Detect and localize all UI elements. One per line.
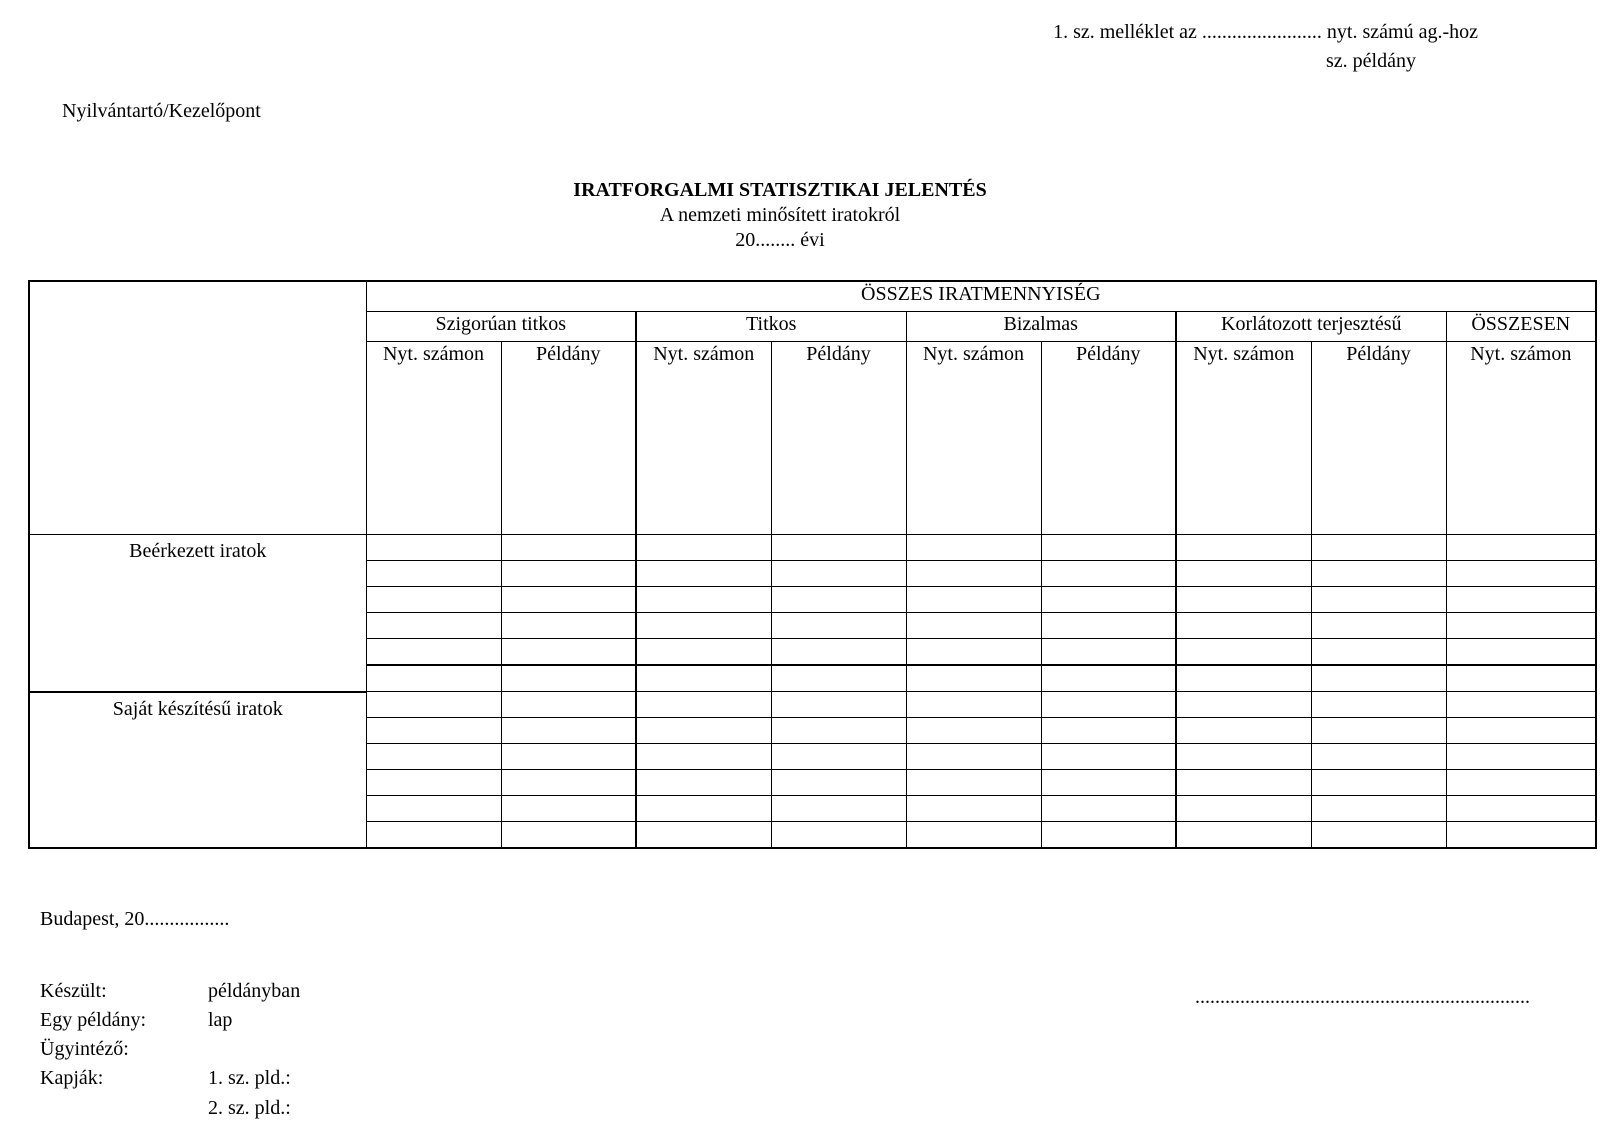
title-block bbox=[0, 178, 1560, 253]
table-cell[interactable] bbox=[501, 535, 636, 561]
table-cell[interactable] bbox=[636, 561, 771, 587]
footer-value: példányban bbox=[208, 980, 301, 1002]
table-cell[interactable] bbox=[771, 796, 906, 822]
table-cell[interactable] bbox=[1446, 587, 1596, 613]
category-header: ÖSSZESEN bbox=[1446, 312, 1596, 342]
footer-value: 2. sz. pld.: bbox=[208, 1097, 291, 1119]
table-cell[interactable] bbox=[1176, 587, 1311, 613]
table-cell[interactable] bbox=[1446, 561, 1596, 587]
table-cell[interactable] bbox=[906, 587, 1041, 613]
table-cell[interactable] bbox=[1311, 613, 1446, 639]
table-cell[interactable] bbox=[1041, 587, 1176, 613]
footer-label: Kapják: bbox=[40, 1067, 104, 1089]
table-cell[interactable] bbox=[366, 665, 501, 692]
table-cell[interactable] bbox=[1176, 613, 1311, 639]
table-cell[interactable] bbox=[1176, 561, 1311, 587]
table-cell[interactable] bbox=[906, 665, 1041, 692]
sub-header: Példány bbox=[1311, 342, 1446, 535]
table-cell[interactable] bbox=[501, 692, 636, 718]
table-cell[interactable] bbox=[501, 770, 636, 796]
table-cell[interactable] bbox=[906, 561, 1041, 587]
table-cell[interactable] bbox=[1176, 718, 1311, 744]
table-cell[interactable] bbox=[906, 796, 1041, 822]
table-cell[interactable] bbox=[366, 796, 501, 822]
footer-value: lap bbox=[208, 1009, 233, 1031]
table-cell[interactable] bbox=[1446, 535, 1596, 561]
table-cell[interactable] bbox=[1041, 796, 1176, 822]
signature-line: ................................................................... bbox=[1195, 986, 1530, 1008]
table-cell[interactable] bbox=[366, 587, 501, 613]
report-subtitle: A nemzeti minősített iratokról bbox=[659, 204, 901, 226]
row-group-label: Saját készítésű iratok bbox=[29, 692, 366, 849]
table-cell[interactable] bbox=[1446, 744, 1596, 770]
table-cell[interactable] bbox=[1041, 718, 1176, 744]
table-cell[interactable] bbox=[1176, 639, 1311, 666]
table-cell[interactable] bbox=[1311, 770, 1446, 796]
table-cell[interactable] bbox=[906, 718, 1041, 744]
sub-header: Nyt. számon bbox=[906, 342, 1041, 535]
sub-header: Példány bbox=[771, 342, 906, 535]
table-cell[interactable] bbox=[1041, 535, 1176, 561]
table-cell[interactable] bbox=[501, 665, 636, 692]
table-cell[interactable] bbox=[1311, 822, 1446, 849]
sub-header: Példány bbox=[501, 342, 636, 535]
statistics-table bbox=[28, 280, 1597, 849]
table-cell[interactable] bbox=[771, 613, 906, 639]
table-cell[interactable] bbox=[906, 613, 1041, 639]
table-cell[interactable] bbox=[771, 639, 906, 666]
table-cell[interactable] bbox=[1041, 561, 1176, 587]
category-header: Szigorúan titkos bbox=[366, 312, 636, 342]
table-cell[interactable] bbox=[636, 796, 771, 822]
table-cell[interactable] bbox=[1311, 744, 1446, 770]
table-cell[interactable] bbox=[771, 744, 906, 770]
table-cell[interactable] bbox=[771, 535, 906, 561]
table-cell[interactable] bbox=[1041, 770, 1176, 796]
table-cell[interactable] bbox=[366, 718, 501, 744]
table-cell[interactable] bbox=[1446, 718, 1596, 744]
table-cell[interactable] bbox=[1311, 718, 1446, 744]
table-cell[interactable] bbox=[1446, 770, 1596, 796]
table-cell[interactable] bbox=[906, 822, 1041, 849]
table-cell[interactable] bbox=[1446, 822, 1596, 849]
table-cell[interactable] bbox=[636, 770, 771, 796]
table-cell[interactable] bbox=[501, 613, 636, 639]
table-cell[interactable] bbox=[636, 587, 771, 613]
table-cell[interactable] bbox=[636, 535, 771, 561]
table-cell[interactable] bbox=[1041, 665, 1176, 692]
document-reference bbox=[1053, 18, 1478, 76]
table-cell[interactable] bbox=[501, 587, 636, 613]
table-cell[interactable] bbox=[906, 692, 1041, 718]
table-cell[interactable] bbox=[501, 561, 636, 587]
sub-header: Nyt. számon bbox=[636, 342, 771, 535]
table-cell[interactable] bbox=[1041, 822, 1176, 849]
sub-header: Példány bbox=[1041, 342, 1176, 535]
table-cell[interactable] bbox=[636, 692, 771, 718]
table-cell[interactable] bbox=[366, 535, 501, 561]
table-cell[interactable] bbox=[1311, 692, 1446, 718]
table-cell[interactable] bbox=[1041, 744, 1176, 770]
table-cell[interactable] bbox=[771, 665, 906, 692]
table-cell[interactable] bbox=[501, 744, 636, 770]
org-label: Nyilvántartó/Kezelőpont bbox=[62, 100, 261, 122]
table-cell[interactable] bbox=[501, 822, 636, 849]
table-cell[interactable] bbox=[906, 770, 1041, 796]
table-cell[interactable] bbox=[1176, 665, 1311, 692]
table-cell[interactable] bbox=[1041, 613, 1176, 639]
table-cell[interactable] bbox=[636, 822, 771, 849]
sub-header: Nyt. számon bbox=[366, 342, 501, 535]
table-cell[interactable] bbox=[906, 535, 1041, 561]
table-cell[interactable] bbox=[1311, 561, 1446, 587]
table-cell[interactable] bbox=[1176, 535, 1311, 561]
table-cell[interactable] bbox=[1311, 639, 1446, 666]
table-cell[interactable] bbox=[1311, 796, 1446, 822]
table-cell[interactable] bbox=[501, 718, 636, 744]
table-cell[interactable] bbox=[1311, 535, 1446, 561]
table-cell[interactable] bbox=[1446, 639, 1596, 666]
category-header: Titkos bbox=[636, 312, 906, 342]
table-cell[interactable] bbox=[636, 613, 771, 639]
table-cell[interactable] bbox=[1446, 665, 1596, 692]
report-title: IRATFORGALMI STATISZTIKAI JELENTÉS bbox=[573, 179, 987, 201]
table-cell[interactable] bbox=[366, 613, 501, 639]
table-cell[interactable] bbox=[501, 639, 636, 666]
table-cell[interactable] bbox=[501, 796, 636, 822]
table-cell[interactable] bbox=[1311, 665, 1446, 692]
table-cell[interactable] bbox=[366, 744, 501, 770]
table-cell[interactable] bbox=[1176, 770, 1311, 796]
row-group-label: Beérkezett iratok bbox=[29, 535, 366, 692]
table-cell[interactable] bbox=[1041, 692, 1176, 718]
report-year: 20........ évi bbox=[735, 229, 825, 251]
table-cell[interactable] bbox=[906, 639, 1041, 666]
category-header: Korlátozott terjesztésű bbox=[1176, 312, 1446, 342]
copy-number-line: sz. példány bbox=[1326, 50, 1416, 72]
footer-label: Egy példány: bbox=[40, 1009, 147, 1031]
table-cell[interactable] bbox=[1041, 639, 1176, 666]
table-cell[interactable] bbox=[366, 770, 501, 796]
table-row bbox=[29, 535, 1596, 561]
table-cell[interactable] bbox=[636, 665, 771, 692]
table-cell[interactable] bbox=[1176, 822, 1311, 849]
sub-header: Nyt. számon bbox=[1176, 342, 1311, 535]
table-cell[interactable] bbox=[366, 561, 501, 587]
table-cell[interactable] bbox=[1176, 692, 1311, 718]
table-cell[interactable] bbox=[636, 639, 771, 666]
table-cell[interactable] bbox=[1446, 796, 1596, 822]
table-cell[interactable] bbox=[906, 744, 1041, 770]
table-cell[interactable] bbox=[1446, 692, 1596, 718]
footer-value: 1. sz. pld.: bbox=[208, 1067, 291, 1089]
table-cell[interactable] bbox=[1176, 796, 1311, 822]
table-row bbox=[29, 692, 1596, 718]
category-header: Bizalmas bbox=[906, 312, 1176, 342]
group-header: ÖSSZES IRATMENNYISÉG bbox=[366, 281, 1596, 312]
table-cell[interactable] bbox=[636, 718, 771, 744]
reference-line: 1. sz. melléklet az ........................ nyt. számú ag.-hoz bbox=[1053, 21, 1478, 43]
table-cell[interactable] bbox=[771, 587, 906, 613]
table-cell[interactable] bbox=[771, 718, 906, 744]
table-cell[interactable] bbox=[366, 822, 501, 849]
table-cell[interactable] bbox=[636, 744, 771, 770]
table-cell[interactable] bbox=[1176, 744, 1311, 770]
place-date-line: Budapest, 20................. bbox=[40, 908, 230, 930]
table-cell[interactable] bbox=[771, 770, 906, 796]
table-cell[interactable] bbox=[366, 692, 501, 718]
table-cell[interactable] bbox=[1311, 587, 1446, 613]
table-cell[interactable] bbox=[366, 639, 501, 666]
sub-header: Nyt. számon bbox=[1446, 342, 1596, 535]
table-cell[interactable] bbox=[771, 692, 906, 718]
row-label-header-cell bbox=[29, 281, 366, 535]
footer-label: Ügyintéző: bbox=[40, 1038, 129, 1060]
table-cell[interactable] bbox=[1446, 613, 1596, 639]
footer-label: Készült: bbox=[40, 980, 107, 1002]
table-cell[interactable] bbox=[771, 822, 906, 849]
table-cell[interactable] bbox=[771, 561, 906, 587]
